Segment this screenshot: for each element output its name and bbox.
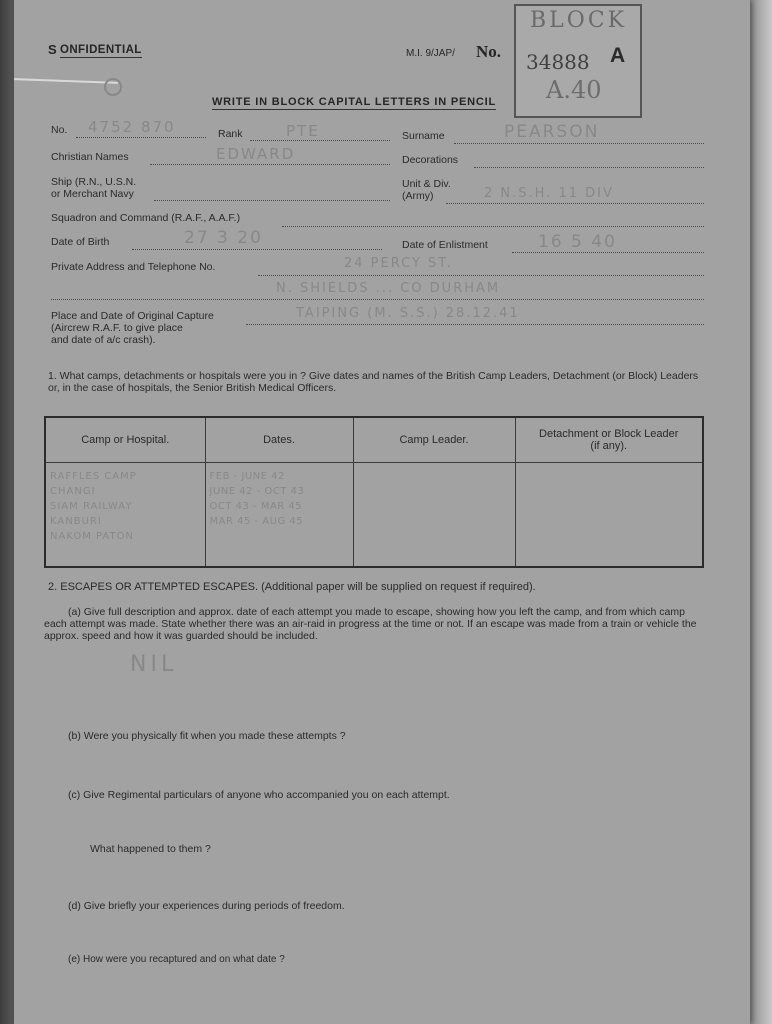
field-enlistment-line	[512, 252, 704, 253]
form-title: WRITE IN BLOCK CAPITAL LETTERS IN PENCIL	[212, 96, 496, 108]
field-unit-label-2: (Army)	[402, 190, 434, 202]
field-ship-label-1: Ship (R.N., U.S.N.	[51, 176, 137, 188]
field-no-line	[76, 137, 206, 138]
field-surname-value: PEARSON	[504, 122, 600, 142]
date-entry: OCT 43 - MAR 45	[209, 501, 303, 512]
field-enlistment-label: Date of Enlistment	[402, 239, 488, 251]
field-enlistment-value: 16 5 40	[538, 232, 617, 252]
camp-leader-column	[353, 463, 515, 568]
field-squadron-line	[282, 226, 704, 227]
field-surname-line	[454, 143, 704, 144]
field-address-label: Private Address and Telephone No.	[51, 261, 216, 273]
stamp-block-text: BLOCK	[530, 8, 628, 33]
question-1-text: 1. What camps, detachments or hospitals were you in ? Give dates and names of the British Camp Leaders, Detachment (or Block) Leaders or, in the case of hospitals, the Senior British Medical Officers.	[48, 370, 699, 394]
question-2d-text: (d) Give briefly your experiences during periods of freedom.	[68, 900, 345, 912]
string-eyelet	[104, 78, 122, 96]
field-capture-value: TAIPING (M. S.S.) 28.12.41	[296, 306, 520, 321]
camps-column	[45, 463, 205, 568]
field-christian-names-value: EDWARD	[216, 145, 296, 163]
question-2c-text: (c) Give Regimental particulars of anyone who accompanied you on each attempt.	[68, 789, 450, 801]
camps-table-header-row	[45, 417, 703, 463]
field-address-line-1	[258, 275, 704, 276]
adjacent-pages-edge	[748, 0, 772, 1024]
form-number-label: No.	[476, 42, 502, 61]
col-header-camp: Camp or Hospital.	[45, 417, 205, 463]
field-no-value: 4752 870	[88, 118, 176, 136]
camp-entry: SIAM RAILWAY	[50, 501, 133, 512]
field-dob-value: 27 3 20	[184, 228, 263, 248]
field-rank-line	[250, 140, 390, 141]
form-code: M.I. 9/JAP/	[406, 48, 455, 59]
field-ship-line	[154, 200, 390, 201]
field-rank-label: Rank	[218, 128, 243, 140]
question-2a-text: (a) Give full description and approx. date of each attempt you made to escape, showing how you left the camp, and from which camp each attempt was made. State whether there was an air-raid in progress at the time or not. If an escape was made from a train or vehicle the approx. speed and how it was guarded should be included.	[44, 606, 697, 642]
col-header-detachment-leader: Detachment or Block Leader (if any).	[515, 417, 703, 463]
camps-table-body-row	[45, 463, 703, 568]
field-christian-names-line	[150, 164, 390, 165]
question-2-heading: 2. ESCAPES OR ATTEMPTED ESCAPES. (Additional paper will be supplied on request if required).	[48, 581, 536, 593]
col-header-dates: Dates.	[205, 417, 353, 463]
field-capture-line	[246, 324, 704, 325]
field-surname-label: Surname	[402, 130, 445, 142]
camps-table	[44, 416, 704, 568]
field-decorations-label: Decorations	[402, 154, 459, 166]
stamp-location: A.40	[546, 76, 602, 104]
field-rank-value: PTE	[286, 122, 320, 140]
dates-column	[205, 463, 353, 568]
field-dob-line	[132, 249, 382, 250]
col-header-camp-leader: Camp Leader.	[353, 417, 515, 463]
detachment-leader-column	[515, 463, 703, 568]
date-entry: MAR 45 - AUG 45	[209, 516, 304, 527]
field-address-value-1: 24 PERCY ST.	[344, 256, 453, 271]
field-unit-line	[446, 203, 704, 204]
camp-entry: RAFFLES CAMP	[50, 471, 137, 482]
block-stamp	[514, 4, 642, 118]
field-ship-label-2: or Merchant Navy	[51, 188, 134, 200]
question-2b-text: (b) Were you physically fit when you made these attempts ?	[68, 730, 346, 742]
question-2c-followup: What happened to them ?	[90, 843, 211, 855]
question-2a-answer: NIL	[130, 652, 178, 677]
field-address-line-2	[51, 299, 704, 300]
date-entry: FEB - JUNE 42	[209, 471, 285, 482]
field-christian-names-label: Christian Names	[51, 151, 129, 163]
confidential-heading: ONFIDENTIAL	[60, 44, 142, 56]
form-sheet	[14, 0, 750, 1024]
field-capture-label-1: Place and Date of Original Capture	[51, 310, 214, 322]
file-string	[14, 78, 118, 84]
field-decorations-line	[474, 167, 704, 168]
camp-entry: KANBURI	[50, 516, 102, 527]
field-no-label: No.	[51, 124, 68, 136]
stamp-ref-number: 34888	[526, 50, 590, 74]
field-address-value-2: N. SHIELDS ... CO DURHAM	[276, 281, 501, 296]
stamp-suffix: A	[610, 44, 626, 67]
field-unit-value: 2 N.S.H. 11 DIV	[484, 186, 614, 201]
field-squadron-label: Squadron and Command (R.A.F., A.A.F.)	[51, 212, 241, 224]
field-capture-label-3: and date of a/c crash).	[51, 334, 156, 346]
field-dob-label: Date of Birth	[51, 236, 110, 248]
field-unit-label-1: Unit & Div.	[402, 178, 451, 190]
date-entry: JUNE 42 - OCT 43	[209, 486, 305, 497]
question-2e-text: (e) How were you recaptured and on what date ?	[68, 954, 285, 965]
camp-entry: CHANGI	[50, 486, 96, 497]
camp-entry: NAKOM PATON	[50, 531, 134, 542]
field-capture-label-2: (Aircrew R.A.F. to give place	[51, 322, 183, 334]
corner-mark: S	[48, 42, 57, 57]
